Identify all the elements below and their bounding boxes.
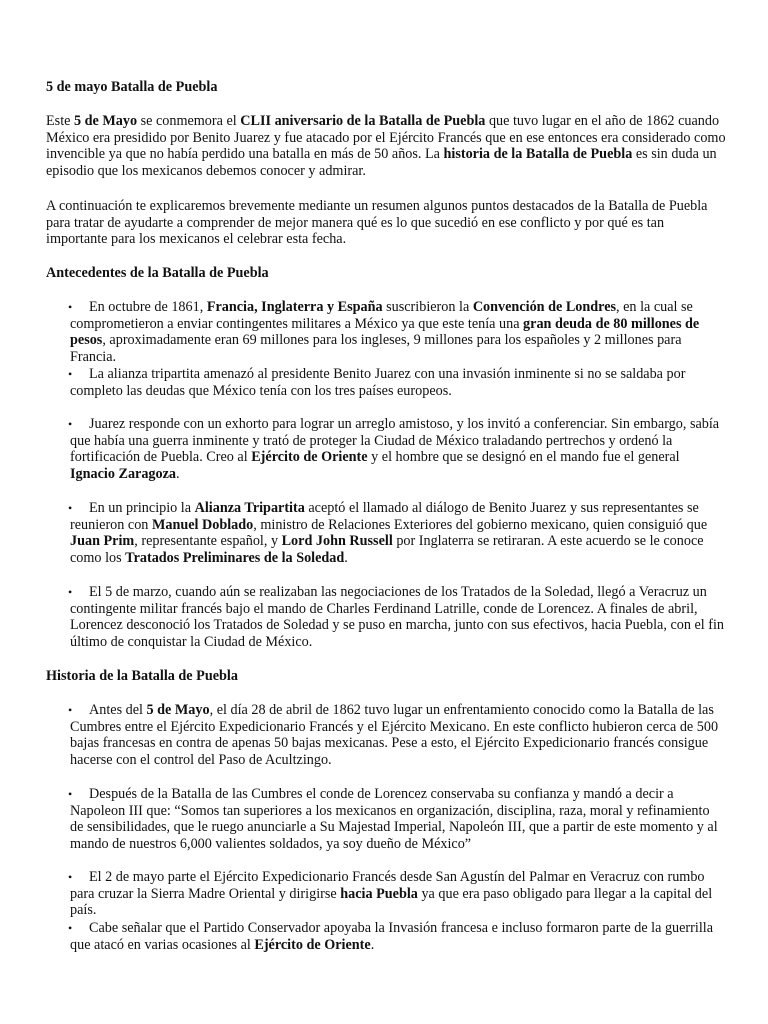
list-item <box>70 786 726 852</box>
bullet-icon: • <box>68 300 73 314</box>
bullet-icon: • <box>68 585 73 599</box>
text-run: que tuvo lugar en el año de 1862 cuando México era presidido por Benito Juarez y fue atacado por el Ejército Francés que en ese entonces era considerado como invencible ya que no había perdido una batalla en más de 50 años. La <box>46 113 726 162</box>
list-item <box>70 869 726 919</box>
bold-run: Ignacio Zaragoza <box>70 465 177 482</box>
intro-paragraph-2: A continuación te explicaremos brevemente mediante un resumen algunos puntos destacados de la Batalla de Puebla para tratar de ayudarte a comprender de mejor manera qué es lo que sucedió en ese conflicto y por qué es tan importante para los mexicanos el celebrar esta fecha. <box>46 198 708 247</box>
intro-paragraph-1 <box>46 113 728 179</box>
bold-run: historia de la Batalla de Puebla <box>443 146 633 162</box>
bold-run: Ejército de Oriente <box>254 936 371 953</box>
bold-run: hacia Puebla <box>340 885 418 902</box>
bold-run: Ejército de Oriente <box>251 449 368 465</box>
bullet-icon: • <box>68 417 73 431</box>
text-run: . <box>344 549 348 566</box>
text-run: , el día 28 de abril de 1862 tuvo lugar un enfrentamiento conocido como la Batalla de las Cumbres entre el Ejército Expedicionario Francés y el Ejército Mexicano. En este conflicto hubieron cerca de 500 bajas francesas en contra de apenas 50 bajas mexicanas. Pese a esto, el Ejército Expedicionario francés consigue hacerse con el control del Paso de Acultzingo. <box>70 702 719 768</box>
bold-run: Lord John Russell <box>281 533 393 549</box>
bullet-icon: • <box>68 501 73 515</box>
text-run: Después de la Batalla de las Cumbres el conde de Lorencez conservaba su confianza y mandó a decir a Napoleon III que: “Somos tan superiores a los mexicanos en organización, disciplina, raza, moral y refinamiento de sensibilidades, que le ruego anunciarle a Su Majestad Imperial, Napoleón III, que a partir de este momento y al mando de nuestros 6,000 valientes soldados, ya soy dueño de México” <box>70 786 718 852</box>
bold-run: Juan Prim <box>70 533 135 549</box>
page-title: 5 de mayo Batalla de Puebla <box>46 79 218 95</box>
text-run: Juarez responde con un exhorto para lograr un arreglo amistoso, y los invitó a conferenciar. Sin embargo, sabía que había una guerra inminente y trató de proteger la Ciudad de México traladando pertrechos y ordenó la fortificación de Puebla. Creo al <box>70 416 720 465</box>
list-item-text <box>70 584 726 650</box>
list-item-text <box>70 416 726 482</box>
text-run: El 2 de mayo parte el Ejército Expedicionario Francés desde San Agustín del Palmar en Veracruz con rumbo para cruzar la Sierra Madre Oriental y dirigirse <box>70 869 705 902</box>
text-run: En octubre de 1861, <box>89 299 207 315</box>
bold-run: Francia, Inglaterra y España <box>206 299 383 315</box>
text-run: , en la cual se comprometieron a enviar contingentes militares a México ya que este tenía una <box>70 299 693 332</box>
list-item <box>70 366 726 399</box>
text-run: es sin duda un episodio que los mexicanos debemos conocer y admirar. <box>46 146 717 179</box>
text-run: suscribieron la <box>382 299 473 315</box>
text-run: , aproximadamente eran 69 millones para los ingleses, 9 millones para los españoles y 2 millones para Francia. <box>70 332 682 365</box>
text-run: se conmemora el <box>137 113 241 129</box>
text-run: por Inglaterra se retiraran. A este acuerdo se le conoce como los <box>70 533 704 566</box>
list-item-text <box>70 500 726 566</box>
list-item <box>70 920 726 953</box>
bold-run: Convención de Londres <box>472 299 617 315</box>
text-run: ya que era paso obligado para llegar a la capital del país. <box>70 885 713 918</box>
bullet-icon: • <box>68 787 73 801</box>
text-run: Antes del <box>89 702 147 718</box>
text-run: Cabe señalar que el Partido Conservador apoyaba la Invasión francesa e incluso formaron parte de la guerrilla que atacó en varias ocasiones al <box>70 920 714 953</box>
bullet-icon: • <box>68 921 73 935</box>
bold-run: CLII aniversario de la Batalla de Puebla <box>240 113 486 129</box>
list-item <box>70 299 726 365</box>
bold-run: 5 de Mayo <box>73 113 138 129</box>
text-run: La alianza tripartita amenazó al presidente Benito Juarez con una invasión inminente si no se saldaba por completo las deudas que México tenía con los tres países europeos. <box>70 366 686 399</box>
list-item-text <box>70 869 726 919</box>
list-item-text <box>70 299 726 365</box>
text-run: Este <box>46 113 74 129</box>
bold-run: Alianza Tripartita <box>194 500 305 516</box>
bullet-icon: • <box>68 703 73 717</box>
text-run: . <box>370 936 375 953</box>
bold-run: gran deuda de 80 millones de pesos <box>70 315 700 348</box>
text-run: En un principio la <box>89 500 195 516</box>
text-run: , representante español, y <box>134 533 282 549</box>
text-run: El 5 de marzo, cuando aún se realizaban las negociaciones de los Tratados de la Soledad, llegó a Veracruz un contingente militar francés bajo el mando de Charles Ferdinand Latrille, conde de Lorencez. A finales de abril, Lorencez desconoció los Tratados de Soledad y se puso en marcha, junto con sus efectivos, hacia Puebla, con el fin último de conquistar la Ciudad de México. <box>70 584 725 650</box>
text-run: y el hombre que se designó en el mando fue el general <box>367 449 680 465</box>
list-item <box>70 584 726 650</box>
text-run: . <box>176 465 180 482</box>
list-item-text <box>70 920 726 953</box>
section-heading-antecedentes: Antecedentes de la Batalla de Puebla <box>46 265 269 281</box>
list-item-text <box>70 702 726 768</box>
list-item-text <box>70 786 726 852</box>
bold-run: Manuel Doblado <box>151 516 254 533</box>
section-heading-historia: Historia de la Batalla de Puebla <box>46 668 238 684</box>
bold-run: 5 de Mayo <box>146 702 210 718</box>
bullet-icon: • <box>68 367 73 381</box>
bold-run: Tratados Preliminares de la Soledad <box>125 549 345 566</box>
bullet-icon: • <box>68 870 73 884</box>
list-item-text <box>70 366 726 399</box>
list-item <box>70 416 726 482</box>
text-run: , ministro de Relaciones Exteriores del gobierno mexicano, quien consiguió que <box>253 516 708 533</box>
text-run: aceptó el llamado al diálogo de Benito Juarez y sus representantes se reunieron con <box>70 500 699 533</box>
list-item <box>70 500 726 566</box>
list-item <box>70 702 726 768</box>
